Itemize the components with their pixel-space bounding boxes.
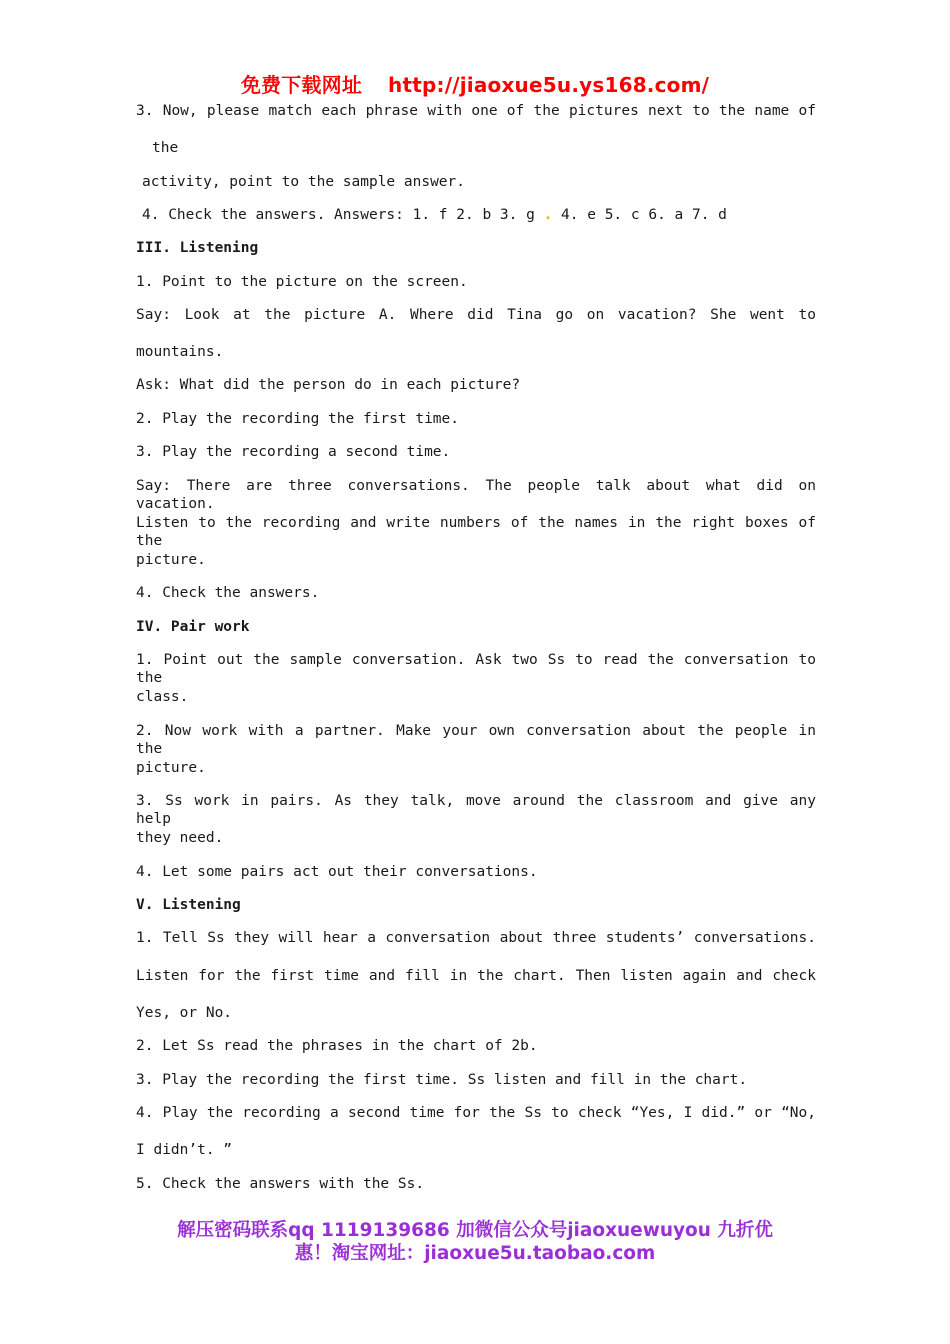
paragraph-line: Ask: What did the person do in each picture? xyxy=(136,377,521,393)
paragraph-line: Listen to the recording and write numbers of the names in the right boxes of the xyxy=(136,515,816,549)
paragraph-line: 4. Check the answers. xyxy=(136,585,320,601)
footer-contact-line: 解压密码联系qq 1119139686 加微信公众号jiaoxuewuyou 九折优 xyxy=(177,1220,773,1241)
section-heading-pair-work: IV. Pair work xyxy=(136,619,250,635)
footer-shop-link[interactable]: 惠！淘宝网址：jiaoxue5u.taobao.com xyxy=(294,1243,656,1264)
paragraph-line: 2. Play the recording the first time. xyxy=(136,411,460,427)
answers-text-a: 4. Check the answers. Answers: 1. f 2. b 3. g xyxy=(142,207,535,223)
paragraph-line: 2. Let Ss read the phrases in the chart of 2b. xyxy=(136,1038,538,1054)
paragraph-line: activity, point to the sample answer. xyxy=(142,174,466,190)
paragraph-line: Yes, or No. xyxy=(136,1005,233,1021)
section-heading-listening-2: V. Listening xyxy=(136,897,241,913)
paragraph-line: Listen for the first time and fill in the chart. Then listen again and check xyxy=(136,968,816,984)
paragraph-line: 3. Now, please match each phrase with one of the pictures next to the name of xyxy=(136,103,816,119)
header-label: 免费下载网址 xyxy=(240,73,363,97)
paragraph-line: 1. Point out the sample conversation. Ask two Ss to read the conversation to the xyxy=(136,652,816,686)
paragraph-line: picture. xyxy=(136,552,206,568)
paragraph-line: 3. Play the recording the first time. Ss listen and fill in the chart. xyxy=(136,1072,748,1088)
header-banner xyxy=(0,69,950,98)
paragraph-line: 3. Play the recording a second time. xyxy=(136,444,451,460)
paragraph-line: Say: There are three conversations. The people talk about what did on vacation. xyxy=(136,478,816,512)
paragraph-line: 1. Tell Ss they will hear a conversation about three students’ conversations. xyxy=(136,930,816,946)
highlight-dot: . xyxy=(543,207,553,223)
paragraph-line: they need. xyxy=(136,830,224,846)
paragraph-line: mountains. xyxy=(136,344,224,360)
paragraph-line: class. xyxy=(136,689,189,705)
section-heading-listening: III. Listening xyxy=(136,240,259,256)
paragraph-line: the xyxy=(152,140,179,156)
paragraph-line: 4. Let some pairs act out their conversations. xyxy=(136,864,538,880)
paragraph-line: 5. Check the answers with the Ss. xyxy=(136,1176,425,1192)
paragraph-line: picture. xyxy=(136,760,206,776)
paragraph-line: 1. Point to the picture on the screen. xyxy=(136,274,468,290)
paragraph-line: 4. Play the recording a second time for the Ss to check “Yes, I did.” or “No, xyxy=(136,1105,816,1121)
answers-text-b: 4. e 5. c 6. a 7. d xyxy=(561,207,727,223)
header-url-link[interactable]: http://jiaoxue5u.ys168.com/ xyxy=(388,73,710,97)
answers-line xyxy=(142,206,822,224)
paragraph-line: 3. Ss work in pairs. As they talk, move around the classroom and give any help xyxy=(136,793,816,827)
paragraph-line: 2. Now work with a partner. Make your own conversation about the people in the xyxy=(136,723,816,757)
paragraph-line: I didn’t. ” xyxy=(136,1142,233,1158)
paragraph-line: Say: Look at the picture A. Where did Tina go on vacation? She went to xyxy=(136,307,816,323)
